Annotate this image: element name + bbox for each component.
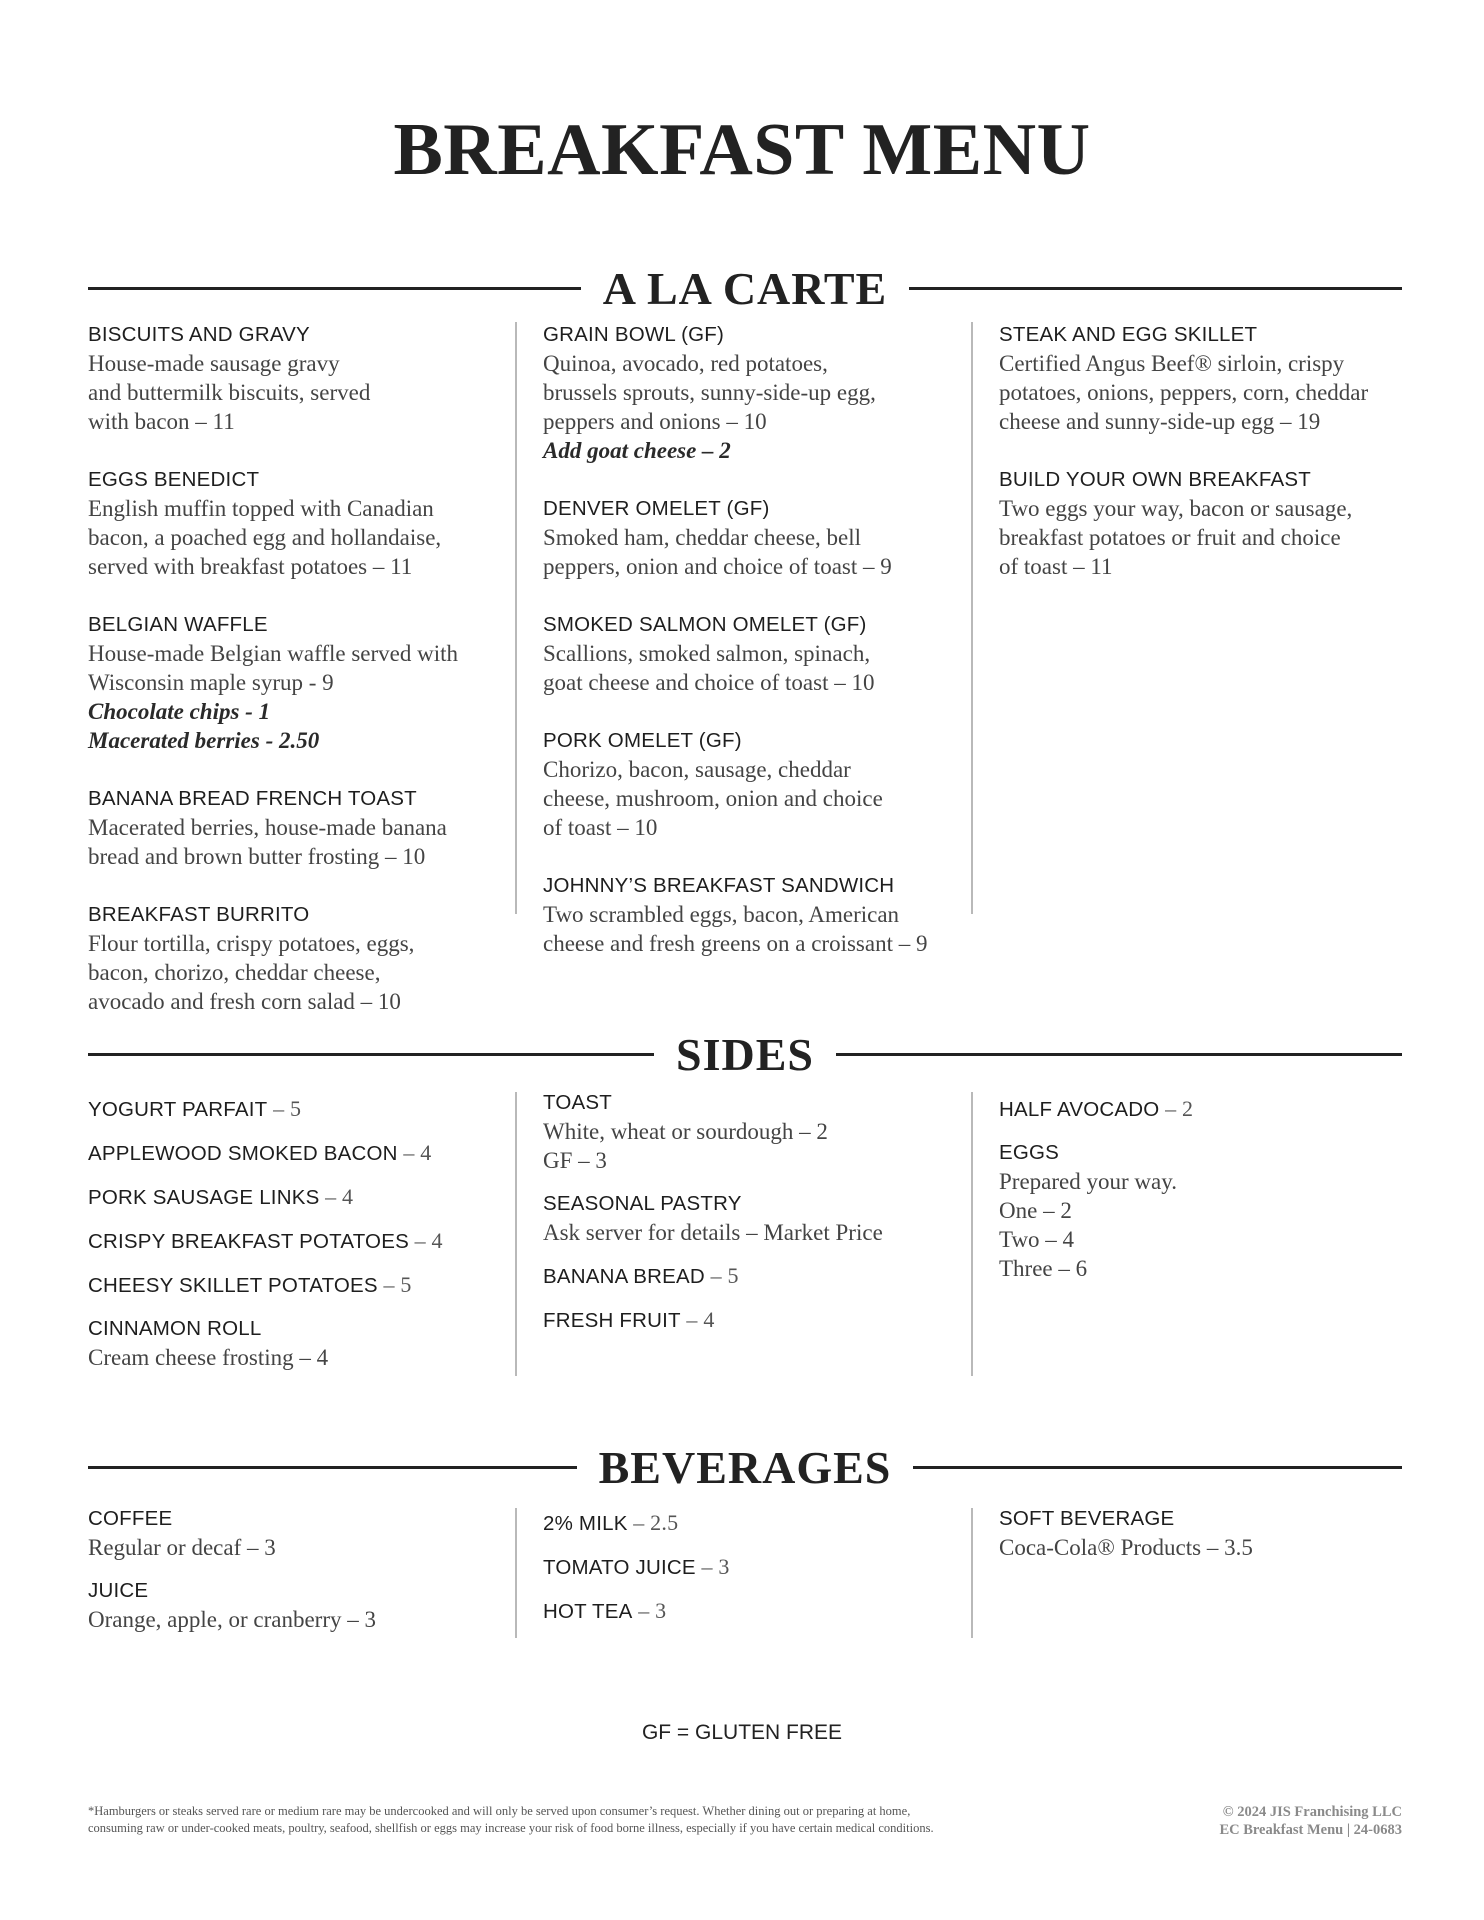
menu-item-name xyxy=(88,1094,508,1124)
menu-item-name xyxy=(88,1182,508,1212)
copyright-line: © 2024 JIS Franchising LLC xyxy=(1222,1804,1402,1820)
menu-item-name xyxy=(999,465,1404,494)
menu-item-title: BELGIAN WAFFLE xyxy=(88,613,268,636)
menu-item-name xyxy=(88,320,508,349)
description-line: Flour tortilla, crispy potatoes, eggs, xyxy=(88,931,415,956)
menu-item-description xyxy=(543,900,993,958)
header-rule xyxy=(913,1466,1402,1469)
menu-item-name xyxy=(88,1138,508,1168)
menu-item-title: COFFEE xyxy=(88,1507,173,1530)
menu-item xyxy=(88,1182,508,1212)
disclaimer-line: *Hamburgers or steaks served rare or medium rare may be undercooked and will only be served upon consumer’s request. Whether dining out or preparing at home, xyxy=(88,1804,911,1818)
description-line: and buttermilk biscuits, served xyxy=(88,380,371,405)
menu-item-name xyxy=(543,1508,973,1538)
menu-item xyxy=(88,465,508,581)
menu-item xyxy=(88,320,508,436)
sides-col-1 xyxy=(88,1094,508,1386)
menu-item-price: – 4 xyxy=(319,1184,354,1209)
menu-item-title: CRISPY BREAKFAST POTATOES xyxy=(88,1230,409,1253)
menu-item-price: – 2 xyxy=(1159,1096,1194,1121)
menu-item-title: TOAST xyxy=(543,1091,612,1114)
section-header-a-la-carte xyxy=(88,258,1402,318)
description-line: potatoes, onions, peppers, corn, cheddar xyxy=(999,380,1369,405)
copyright-notice xyxy=(1219,1803,1402,1839)
menu-item xyxy=(999,1094,1404,1124)
menu-item-price: – 3 xyxy=(632,1598,667,1623)
column-divider xyxy=(515,1508,517,1638)
menu-item-title: BISCUITS AND GRAVY xyxy=(88,323,310,346)
menu-item-price: – 3 xyxy=(695,1554,730,1579)
menu-item-name xyxy=(88,610,508,639)
menu-item-name xyxy=(88,784,508,813)
menu-item-description xyxy=(88,813,508,871)
menu-item xyxy=(88,610,508,755)
menu-item-description xyxy=(999,1533,1404,1562)
menu-item xyxy=(88,1270,508,1300)
menu-item-title: FRESH FRUIT xyxy=(543,1309,681,1332)
menu-item xyxy=(999,320,1404,436)
menu-item-name xyxy=(543,1261,973,1291)
description-line: Scallions, smoked salmon, spinach, xyxy=(543,641,871,666)
section-header-beverages xyxy=(88,1437,1402,1497)
menu-item xyxy=(543,610,993,697)
column-divider xyxy=(515,1092,517,1376)
description-line: Regular or decaf – 3 xyxy=(88,1535,276,1560)
menu-item xyxy=(88,1094,508,1124)
menu-item-name xyxy=(88,900,508,929)
description-line: cheese, mushroom, onion and choice xyxy=(543,786,883,811)
menu-item-description xyxy=(88,1343,508,1372)
menu-item-name xyxy=(543,320,993,349)
page-title: BREAKFAST MENU xyxy=(393,109,1091,191)
menu-item-name xyxy=(88,1270,508,1300)
description-line: Macerated berries, house-made banana xyxy=(88,815,447,840)
menu-item-title: EGGS xyxy=(999,1141,1060,1164)
menu-item-price: – 4 xyxy=(408,1228,443,1253)
menu-item-name xyxy=(543,1088,973,1117)
a-la-carte-col-2 xyxy=(543,320,993,987)
menu-item-name xyxy=(543,494,993,523)
menu-item-title: HALF AVOCADO xyxy=(999,1098,1160,1121)
section-header-sides xyxy=(88,1024,1402,1084)
menu-item-description xyxy=(543,349,993,436)
menu-item-title: SEASONAL PASTRY xyxy=(543,1192,742,1215)
menu-item-title: PORK OMELET (GF) xyxy=(543,729,742,752)
menu-item xyxy=(88,1504,508,1562)
menu-item-name xyxy=(543,1596,973,1626)
sides-col-2 xyxy=(543,1088,973,1349)
description-line: GF – 3 xyxy=(543,1148,607,1173)
disclaimer-line: consuming raw or under-cooked meats, poultry, seafood, shellfish or eggs may increase your risk of food borne illness, especially if you have certain medical conditions. xyxy=(88,1821,934,1835)
menu-item xyxy=(543,871,993,958)
description-line: Orange, apple, or cranberry – 3 xyxy=(88,1607,377,1632)
description-line: Smoked ham, cheddar cheese, bell xyxy=(543,525,862,550)
menu-item-addon: Chocolate chips - 1 xyxy=(88,699,271,724)
beverages-col-1 xyxy=(88,1504,508,1648)
a-la-carte-col-1 xyxy=(88,320,508,1045)
description-line: brussels sprouts, sunny-side-up egg, xyxy=(543,380,876,405)
description-line: Quinoa, avocado, red potatoes, xyxy=(543,351,828,376)
menu-item-price: – 4 xyxy=(397,1140,432,1165)
menu-item-title: CHEESY SKILLET POTATOES xyxy=(88,1274,378,1297)
menu-item-name xyxy=(999,1094,1404,1124)
menu-item xyxy=(543,1552,973,1582)
food-safety-disclaimer xyxy=(88,1803,1088,1837)
menu-item-addon: Macerated berries - 2.50 xyxy=(88,728,320,753)
menu-item xyxy=(543,494,993,581)
description-line: bread and brown butter frosting – 10 xyxy=(88,844,426,869)
description-line: bacon, chorizo, cheddar cheese, xyxy=(88,960,381,985)
menu-item-name xyxy=(543,1552,973,1582)
description-line: Two scrambled eggs, bacon, American xyxy=(543,902,900,927)
menu-item xyxy=(88,1138,508,1168)
menu-item-description xyxy=(88,349,508,436)
menu-item xyxy=(88,900,508,1016)
menu-item-description xyxy=(999,1167,1404,1283)
menu-item-title: DENVER OMELET (GF) xyxy=(543,497,770,520)
menu-item-name xyxy=(543,1305,973,1335)
header-rule xyxy=(88,1466,577,1469)
gluten-free-legend: GF = GLUTEN FREE xyxy=(641,1721,843,1744)
section-title: SIDES xyxy=(676,1028,814,1080)
description-line: cheese and sunny-side-up egg – 19 xyxy=(999,409,1321,434)
menu-item-description xyxy=(88,639,508,697)
menu-item-title: BUILD YOUR OWN BREAKFAST xyxy=(999,468,1311,491)
menu-item-description xyxy=(543,639,993,697)
menu-item-name xyxy=(543,1189,973,1218)
description-line: Cream cheese frosting – 4 xyxy=(88,1345,329,1370)
menu-item-name xyxy=(999,320,1404,349)
menu-item-title: PORK SAUSAGE LINKS xyxy=(88,1186,320,1209)
description-line: cheese and fresh greens on a croissant – 9 xyxy=(543,931,928,956)
beverages-col-2 xyxy=(543,1508,973,1640)
menu-item-title: TOMATO JUICE xyxy=(543,1556,696,1579)
description-line: Two – 4 xyxy=(999,1227,1075,1252)
description-line: Prepared your way. xyxy=(999,1169,1177,1194)
menu-item-title: GRAIN BOWL (GF) xyxy=(543,323,725,346)
menu-item xyxy=(88,784,508,871)
menu-item-title: APPLEWOOD SMOKED BACON xyxy=(88,1142,398,1165)
menu-item-title: SOFT BEVERAGE xyxy=(999,1507,1175,1530)
description-line: Certified Angus Beef® sirloin, crispy xyxy=(999,351,1345,376)
menu-item-title: EGGS BENEDICT xyxy=(88,468,260,491)
menu-item xyxy=(543,320,993,465)
description-line: White, wheat or sourdough – 2 xyxy=(543,1119,828,1144)
menu-item-title: JOHNNY’S BREAKFAST SANDWICH xyxy=(543,874,895,897)
menu-item-title: YOGURT PARFAIT xyxy=(88,1098,268,1121)
menu-item-name xyxy=(88,1226,508,1256)
menu-item-title: JUICE xyxy=(88,1579,149,1602)
description-line: House-made sausage gravy xyxy=(88,351,340,376)
menu-item-name xyxy=(88,1504,508,1533)
menu-item-name xyxy=(999,1504,1404,1533)
menu-item-description xyxy=(543,523,993,581)
menu-item xyxy=(543,1596,973,1626)
description-line: breakfast potatoes or fruit and choice xyxy=(999,525,1341,550)
beverages-col-3 xyxy=(999,1504,1404,1576)
description-line: Three – 6 xyxy=(999,1256,1088,1281)
description-line: peppers and onions – 10 xyxy=(543,409,767,434)
menu-item-addon: Add goat cheese – 2 xyxy=(543,438,731,463)
menu-item xyxy=(999,1138,1404,1283)
section-title: A LA CARTE xyxy=(602,262,888,314)
menu-item xyxy=(543,1189,973,1247)
menu-item xyxy=(999,465,1404,581)
description-line: with bacon – 11 xyxy=(88,409,235,434)
menu-item-description xyxy=(543,755,993,842)
description-line: bacon, a poached egg and hollandaise, xyxy=(88,525,442,550)
header-rule xyxy=(88,287,581,290)
menu-item-name xyxy=(543,610,993,639)
menu-item xyxy=(543,1508,973,1538)
menu-item-title: SMOKED SALMON OMELET (GF) xyxy=(543,613,867,636)
menu-item-description xyxy=(88,494,508,581)
menu-item-name xyxy=(88,1314,508,1343)
menu-item xyxy=(88,1576,508,1634)
menu-item xyxy=(543,1261,973,1291)
menu-item-title: BANANA BREAD FRENCH TOAST xyxy=(88,787,417,810)
description-line: Ask server for details – Market Price xyxy=(543,1220,883,1245)
menu-item-description xyxy=(999,494,1404,581)
description-line: Wisconsin maple syrup - 9 xyxy=(88,670,334,695)
menu-item-title: BREAKFAST BURRITO xyxy=(88,903,310,926)
menu-item-description xyxy=(999,349,1404,436)
menu-item-price: – 5 xyxy=(704,1263,739,1288)
header-rule xyxy=(909,287,1402,290)
column-divider xyxy=(971,1092,973,1376)
menu-item-price: – 4 xyxy=(680,1307,715,1332)
menu-item xyxy=(543,1305,973,1335)
menu-item-title: HOT TEA xyxy=(543,1600,633,1623)
menu-item xyxy=(88,1314,508,1372)
column-divider xyxy=(515,322,517,914)
column-divider xyxy=(971,322,973,914)
header-rule xyxy=(836,1053,1402,1056)
menu-item-title: STEAK AND EGG SKILLET xyxy=(999,323,1258,346)
menu-item-description xyxy=(88,1605,508,1634)
description-line: House-made Belgian waffle served with xyxy=(88,641,459,666)
column-divider xyxy=(971,1508,973,1638)
menu-item xyxy=(543,726,993,842)
menu-item-title: BANANA BREAD xyxy=(543,1265,705,1288)
menu-item-name xyxy=(543,871,993,900)
menu-item-name xyxy=(543,726,993,755)
description-line: Two eggs your way, bacon or sausage, xyxy=(999,496,1353,521)
menu-item-price: – 2.5 xyxy=(627,1510,679,1535)
menu-item-name xyxy=(88,465,508,494)
menu-item-name xyxy=(88,1576,508,1605)
menu-item-title: 2% MILK xyxy=(543,1512,628,1535)
menu-item-price: – 5 xyxy=(267,1096,302,1121)
sides-col-3 xyxy=(999,1094,1404,1297)
menu-item-description xyxy=(88,929,508,1016)
description-line: of toast – 11 xyxy=(999,554,1113,579)
menu-item xyxy=(999,1504,1404,1562)
menu-item-description xyxy=(543,1117,973,1175)
description-line: English muffin topped with Canadian xyxy=(88,496,434,521)
description-line: Chorizo, bacon, sausage, cheddar xyxy=(543,757,851,782)
section-title: BEVERAGES xyxy=(598,1441,892,1493)
menu-item xyxy=(543,1088,973,1175)
menu-item-price: – 5 xyxy=(377,1272,412,1297)
menu-item-name xyxy=(999,1138,1404,1167)
header-rule xyxy=(88,1053,654,1056)
description-line: peppers, onion and choice of toast – 9 xyxy=(543,554,892,579)
description-line: goat cheese and choice of toast – 10 xyxy=(543,670,875,695)
menu-item-description xyxy=(88,1533,508,1562)
description-line: Coca-Cola® Products – 3.5 xyxy=(999,1535,1253,1560)
description-line: avocado and fresh corn salad – 10 xyxy=(88,989,401,1014)
a-la-carte-col-3 xyxy=(999,320,1404,610)
description-line: served with breakfast potatoes – 11 xyxy=(88,554,413,579)
menu-code: EC Breakfast Menu | 24-0683 xyxy=(1219,1822,1402,1838)
menu-item-description xyxy=(543,1218,973,1247)
menu-item xyxy=(88,1226,508,1256)
description-line: One – 2 xyxy=(999,1198,1072,1223)
description-line: of toast – 10 xyxy=(543,815,658,840)
menu-item-title: CINNAMON ROLL xyxy=(88,1317,262,1340)
